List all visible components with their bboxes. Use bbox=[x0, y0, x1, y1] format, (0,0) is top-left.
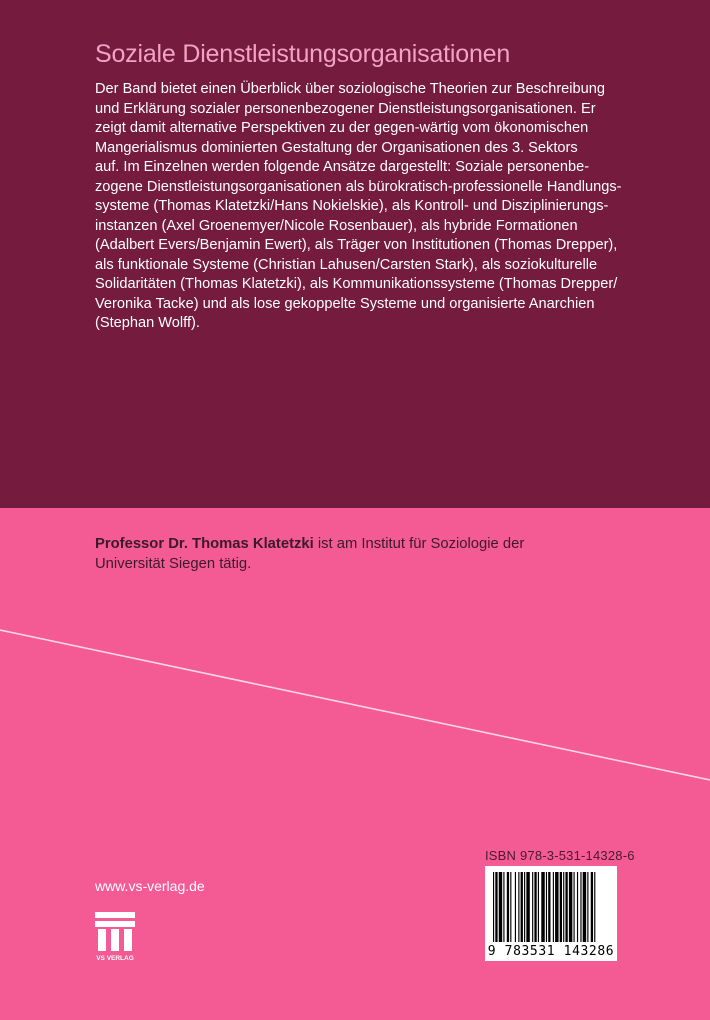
barcode-bar bbox=[524, 872, 525, 942]
barcode-bar bbox=[553, 872, 554, 942]
barcode-bar bbox=[565, 872, 567, 942]
book-description bbox=[95, 80, 655, 334]
barcode-bar bbox=[499, 872, 502, 942]
barcode-bar bbox=[507, 872, 509, 942]
barcode-bar bbox=[546, 872, 547, 942]
description-line: als funktionale Systeme (Christian Lahusen/Carsten Stark), als soziokulturelle bbox=[95, 256, 598, 273]
barcode-bar bbox=[560, 872, 562, 942]
barcode-bar bbox=[526, 872, 529, 942]
barcode-bar bbox=[587, 872, 588, 942]
barcode-bar bbox=[555, 872, 558, 942]
description-line: (Adalbert Evers/Benjamin Ewert), als Träger von Institutionen (Thomas Drepper), bbox=[95, 237, 618, 253]
author-bio-line: Universität Siegen tätig. bbox=[95, 555, 252, 572]
isbn-number: ISBN 978-3-531-14328-6 bbox=[485, 848, 635, 863]
barcode-bar bbox=[591, 872, 593, 942]
barcode-bar bbox=[548, 872, 550, 942]
barcode-bar bbox=[495, 872, 497, 942]
author-bio bbox=[95, 535, 675, 574]
description-line: und Erklärung sozialer personenbezogener Dienstleistungsorganisationen. Er bbox=[95, 100, 596, 117]
barcode-bar bbox=[510, 872, 511, 942]
description-line: systeme (Thomas Klatetzki/Hans Nokielskie), als Kontroll- und Disziplinierungs- bbox=[95, 198, 609, 214]
barcode-bar bbox=[569, 872, 572, 942]
description-line: Mangerialismus dominierten Gestaltung der Organisationen des 3. Sektors bbox=[95, 139, 578, 156]
description-line: Solidaritäten (Thomas Klatetzki), als Kommunikationssysteme (Thomas Drepper/ bbox=[95, 276, 618, 292]
vs-verlag-logo-icon bbox=[95, 912, 135, 962]
barcode-bar bbox=[594, 872, 595, 942]
barcode-bar bbox=[541, 872, 544, 942]
barcode-bar bbox=[521, 872, 523, 942]
barcode-bars bbox=[485, 866, 617, 946]
barcode-bar bbox=[574, 872, 575, 942]
description-line: Der Band bietet einen Überblick über soziologische Theorien zur Beschreibung bbox=[95, 81, 605, 97]
barcode-bar bbox=[503, 872, 504, 942]
description-line: Veronika Tacke) und als lose gekoppelte Systeme und organisierte Anarchien bbox=[95, 295, 595, 312]
description-line: zogene Dienstleistungsorganisationen als bürokratisch-professionelle Handlungs- bbox=[95, 178, 622, 195]
barcode-bar bbox=[538, 872, 539, 942]
barcode-bar bbox=[515, 872, 516, 942]
barcode-bar bbox=[577, 872, 578, 942]
isbn-barcode bbox=[485, 866, 617, 961]
publisher-website[interactable]: www.vs-verlag.de bbox=[95, 878, 205, 894]
barcode-bar bbox=[518, 872, 519, 942]
barcode-bar bbox=[534, 872, 536, 942]
barcode-bar bbox=[493, 872, 494, 942]
author-bio-text: ist am Institut für Soziologie der bbox=[313, 536, 525, 552]
book-title: Soziale Dienstleistungsorganisationen bbox=[95, 40, 511, 68]
barcode-bar bbox=[563, 872, 564, 942]
barcode-bar bbox=[580, 872, 581, 942]
description-line: zeigt damit alternative Perspektiven zu der gegen-wärtig vom ökonomischen bbox=[95, 120, 589, 136]
publisher-logo-label: VS VERLAG bbox=[96, 955, 134, 962]
barcode-digits: 9 783531 143286 bbox=[487, 944, 615, 959]
barcode-bar bbox=[532, 872, 533, 942]
description-line: auf. Im Einzelnen werden folgende Ansätze dargestellt: Soziale personenbe- bbox=[95, 159, 590, 175]
description-line: instanzen (Axel Groenemyer/Nicole Rosenbauer), als hybride Formationen bbox=[95, 217, 578, 234]
barcode-bar bbox=[583, 872, 586, 942]
author-name: Professor Dr. Thomas Klatetzki bbox=[95, 536, 314, 552]
description-line: (Stephan Wolff). bbox=[95, 315, 200, 331]
diagonal-divider-line bbox=[0, 620, 710, 790]
author-bio-line bbox=[95, 535, 675, 555]
